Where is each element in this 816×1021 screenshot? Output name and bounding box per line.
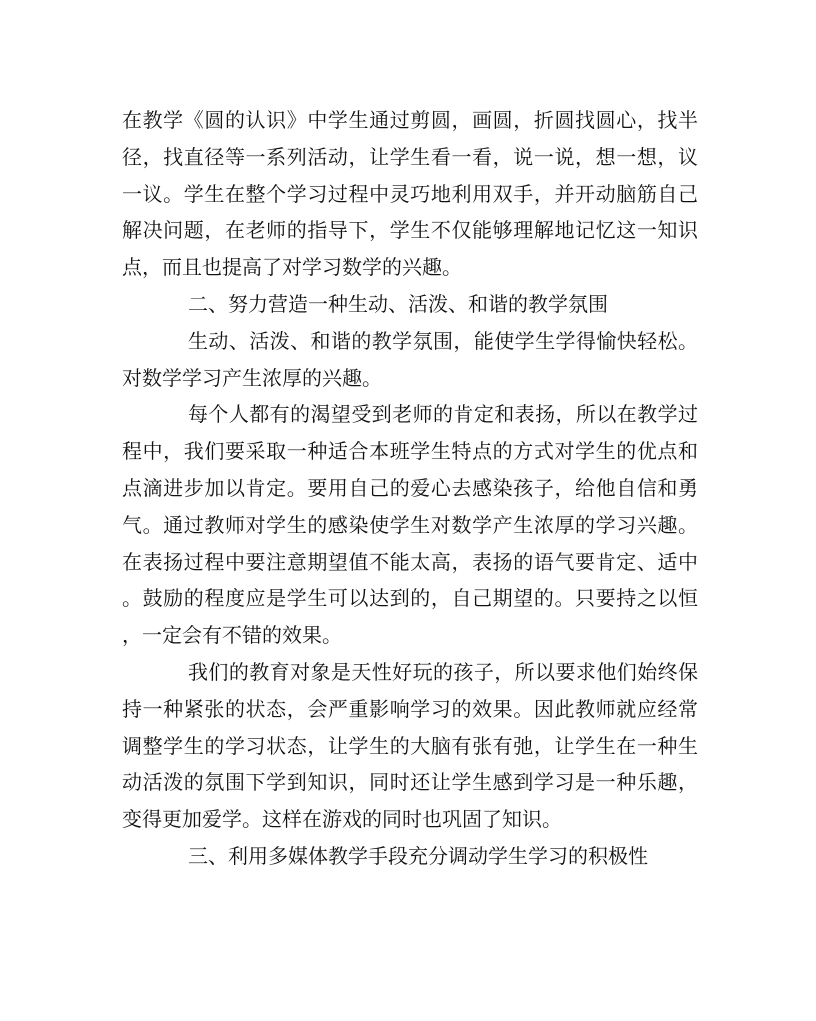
section-heading-3: 三、利用多媒体教学手段充分调动学生学习的积极性 <box>188 843 648 868</box>
document-body <box>122 102 698 875</box>
paragraph-3: 生动、活泼、和谐的教学氛围，能使学生学得愉快轻松。对数学学习产生浓厚的兴趣。 <box>122 328 698 390</box>
paragraph-1: 在教学《圆的认识》中学生通过剪圆，画圆，折圆找圆心，找半径，找直径等一系列活动，让学生看一看，说一说，想一想，议一议。学生在整个学习过程中灵巧地利用双手，并开动脑筋自己解决问题，在老师的指导下，学生不仅能够理解地记忆这一知识点，而且也提高了对学习数学的兴趣。 <box>122 108 698 280</box>
paragraph-5: 我们的教育对象是天性好玩的孩子，所以要求他们始终保持一种紧张的状态，会严重影响学习的效果。因此教师就应经常调整学生的学习状态，让学生的大脑有张有弛，让学生在一种生动活泼的氛围下学到知识，同时还让学生感到学习是一种乐趣，变得更加爱学。这样在游戏的同时也巩固了知识。 <box>122 659 698 832</box>
paragraph-4: 每个人都有的渴望受到老师的肯定和表扬，所以在教学过程中，我们要采取一种适合本班学生特点的方式对学生的优点和点滴进步加以肯定。要用自己的爱心去感染孩子，给他自信和勇气。通过教师对学生的感染使学生对数学产生浓厚的学习兴趣。在表扬过程中要注意期望值不能太高，表扬的语气要肯定、适中。鼓励的程度应是学生可以达到的，自己期望的。只要持之以恒，一定会有不错的效果。 <box>122 402 698 648</box>
section-heading-2: 二、努力营造一种生动、活泼、和谐的教学氛围 <box>188 291 608 316</box>
